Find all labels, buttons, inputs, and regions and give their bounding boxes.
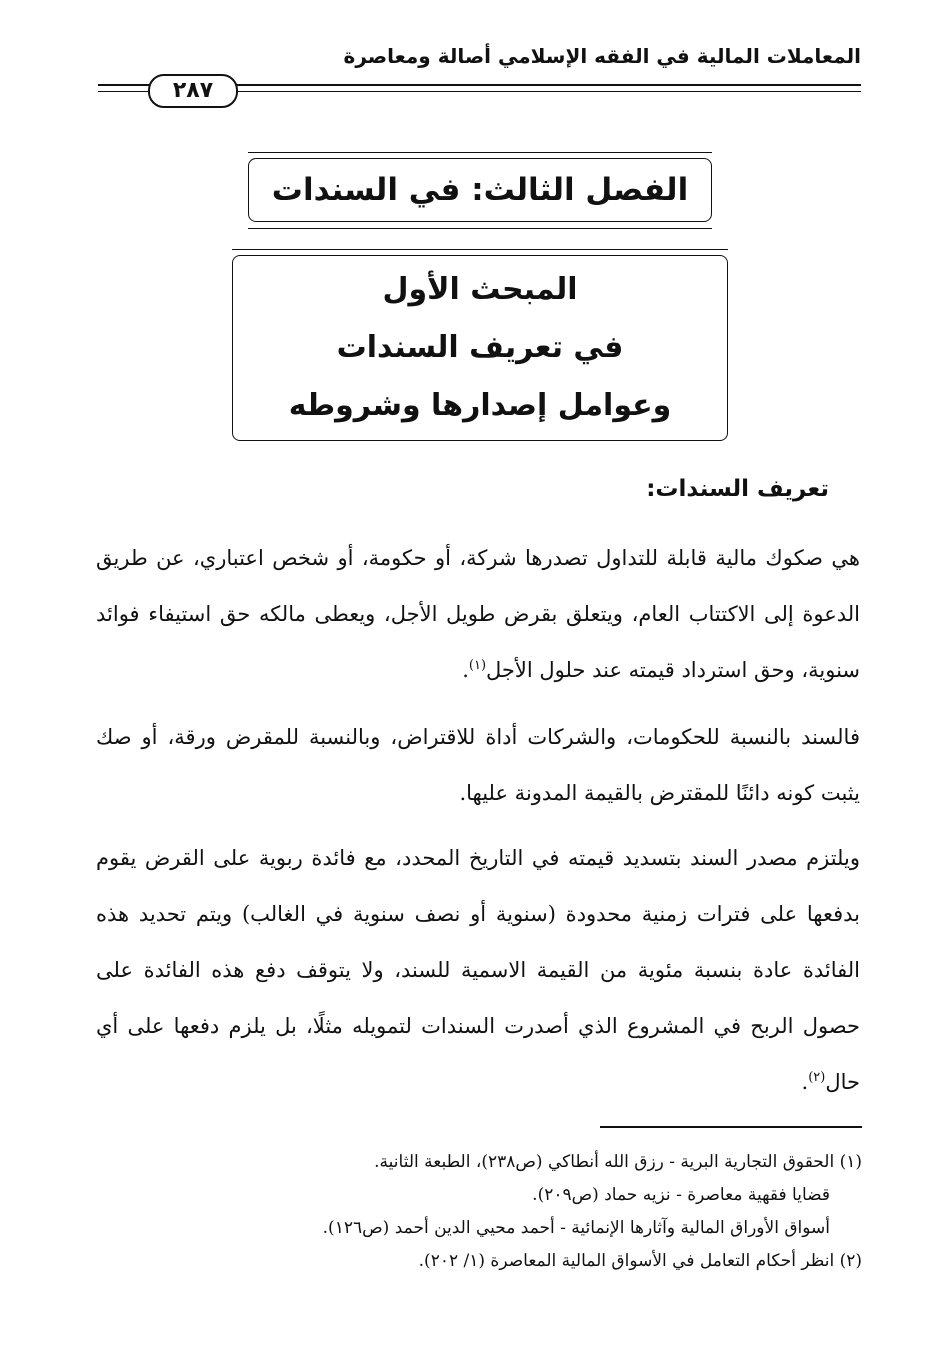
section-title-box (232, 255, 728, 441)
section-title-line: في تعريف السندات (336, 330, 624, 365)
paragraph (96, 709, 860, 821)
footnote-ref: (٢) (808, 1070, 826, 1085)
chapter-title-box (248, 158, 712, 222)
chapter-box-top-rule (248, 152, 712, 153)
paragraph-text: هي صكوك مالية قابلة للتداول تصدرها شركة، أو حكومة، أو شخص اعتباري، عن طريق الدعوة إلى الاكتتاب العام، ويتعلق بقرض طويل الأجل، ويعطى مالكه حق استيفاء فوائد سنوية، وحق استرداد قيمته عند حلول الأجل (96, 546, 860, 682)
footnote-separator (600, 1126, 862, 1128)
paragraph-text: ويلتزم مصدر السند بتسديد قيمته في التاريخ المحدد، مع فائدة ربوية على القرض يقوم بدفعها على فترات زمنية محدودة (سنوية أو نصف سنوية في الغالب) ويتم تحديد هذه الفائدة عادة بنسبة مئوية من القيمة الاسمية للسند، ولا يتوقف دفع هذه الفائدة على حصول الربح في المشروع الذي أصدرت السندات لتمويله مثلًا، بل يلزم دفعها على أي حال (96, 846, 860, 1094)
footnote-1-continued: أسواق الأوراق المالية وآثارها الإنمائية - أحمد محيي الدين أحمد (ص١٢٦). (322, 1218, 830, 1238)
footnote-1-continued: قضايا فقهية معاصرة - نزيه حماد (ص٢٠٩). (532, 1185, 830, 1205)
paragraph-end: . (801, 1070, 809, 1094)
paragraph (96, 530, 860, 698)
footnote-2: (٢) انظر أحكام التعامل في الأسواق المالية المعاصرة (١/ ٢٠٢). (418, 1251, 862, 1271)
footnotes (120, 1146, 862, 1278)
footnote-ref: (١) (468, 658, 487, 673)
paragraph-text: فالسند بالنسبة للحكومات، والشركات أداة للاقتراض، وبالنسبة للمقرض ورقة، أو صك يثبت كونه دائنًا للمقترض بالقيمة المدونة عليها. (96, 725, 860, 805)
section-title-line: المبحث الأول (382, 272, 578, 307)
section-box-top-rule (232, 249, 728, 250)
chapter-title: الفصل الثالث: في السندات (271, 172, 689, 208)
paragraph (96, 830, 860, 1110)
footnote-1: (١) الحقوق التجارية البرية - رزق الله أنطاكي (ص٢٣٨)، الطبعة الثانية. (374, 1152, 862, 1172)
chapter-box-bottom-rule (248, 228, 712, 229)
subheading: تعريف السندات: (646, 476, 829, 502)
section-title-line: وعوامل إصدارها وشروطه (288, 388, 672, 423)
running-title: المعاملات المالية في الفقه الإسلامي أصالة ومعاصرة (343, 44, 861, 68)
page-number: ٢٨٧ (148, 74, 238, 108)
paragraph-end: . (462, 658, 469, 682)
